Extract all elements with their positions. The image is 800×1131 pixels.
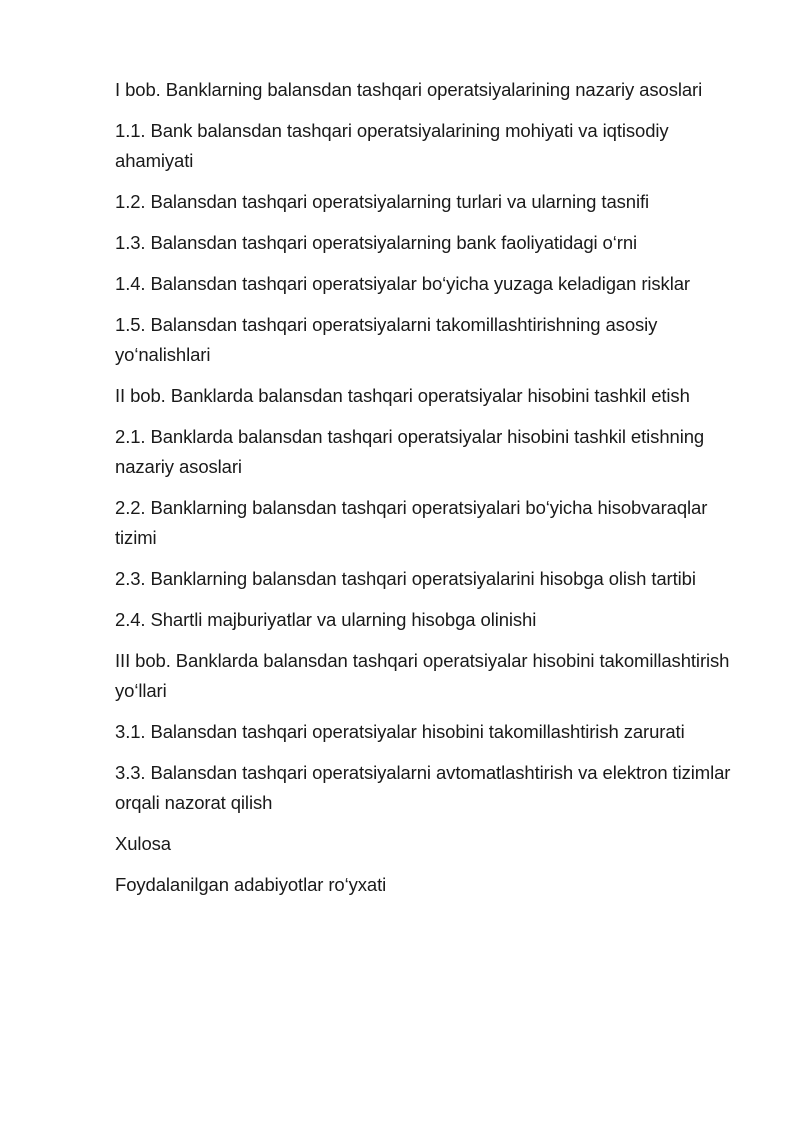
table-of-contents [115,75,744,900]
toc-entry-chapter-3: III bob. Banklarda balansdan tashqari operatsiyalar hisobini takomillashtirish yo‘llari [115,650,730,701]
toc-entry-1-4: 1.4. Balansdan tashqari operatsiyalar bo‘yicha yuzaga keladigan risklar [115,273,690,294]
toc-entry-conclusion: Xulosa [115,833,171,854]
toc-entry-references: Foydalanilgan adabiyotlar ro‘yxati [115,874,387,895]
toc-entry-3-1: 3.1. Balansdan tashqari operatsiyalar hisobini takomillashtirish zarurati [115,721,685,742]
toc-entry-chapter-2: II bob. Banklarda balansdan tashqari operatsiyalar hisobini tashkil etish [115,385,690,406]
toc-entry-chapter-1: I bob. Banklarning balansdan tashqari operatsiyalarining nazariy asoslari [115,79,703,100]
toc-entry-3-3: 3.3. Balansdan tashqari operatsiyalarni avtomatlashtirish va elektron tizimlar orqali nazorat qilish [115,762,731,813]
toc-entry-1-5: 1.5. Balansdan tashqari operatsiyalarni takomillashtirishning asosiy yo‘nalishlari [115,314,658,365]
toc-entry-1-2: 1.2. Balansdan tashqari operatsiyalarning turlari va ularning tasnifi [115,191,650,212]
toc-entry-2-3: 2.3. Banklarning balansdan tashqari operatsiyalarini hisobga olish tartibi [115,568,696,589]
toc-entry-2-2: 2.2. Banklarning balansdan tashqari operatsiyalari bo‘yicha hisobvaraqlar tizimi [115,497,708,548]
toc-entry-1-3: 1.3. Balansdan tashqari operatsiyalarning bank faoliyatidagi o‘rni [115,232,638,253]
toc-entry-1-1: 1.1. Bank balansdan tashqari operatsiyalarining mohiyati va iqtisodiy ahamiyati [115,120,669,171]
toc-entry-2-4: 2.4. Shartli majburiyatlar va ularning hisobga olinishi [115,609,537,630]
toc-entry-2-1: 2.1. Banklarda balansdan tashqari operatsiyalar hisobini tashkil etishning nazariy asoslari [115,426,705,477]
